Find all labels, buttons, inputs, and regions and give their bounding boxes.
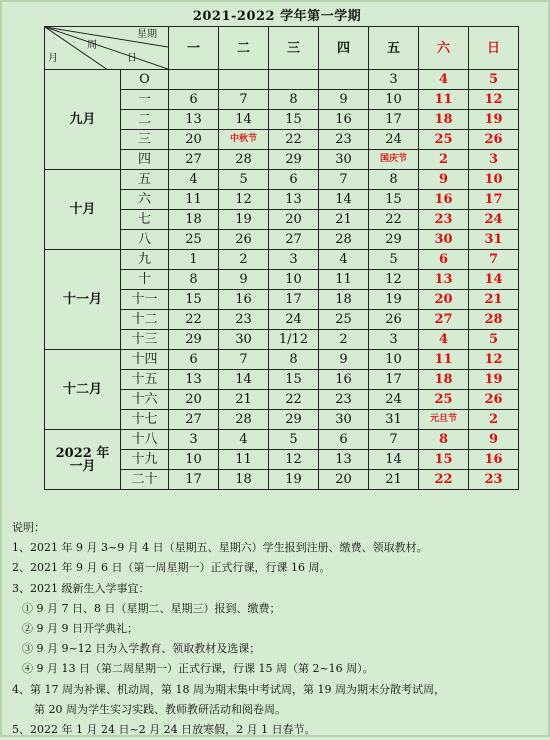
- day-cell: 14: [319, 190, 369, 210]
- weekend-day-cell: 8: [419, 430, 469, 450]
- day-cell: 25: [319, 310, 369, 330]
- week-number: 六: [121, 190, 169, 210]
- weekend-day-cell: 5: [469, 70, 519, 90]
- day-cell: 22: [269, 130, 319, 150]
- month-label: [45, 430, 121, 490]
- day-cell: 11: [169, 190, 219, 210]
- day-cell: 15: [169, 290, 219, 310]
- day-cell: 27: [169, 410, 219, 430]
- note-1: 1、2021 年 9 月 3~9 月 4 日（星期五、星期六）学生报到注册、缴费、领取教材。: [12, 541, 428, 555]
- day-cell: 18: [319, 290, 369, 310]
- day-cell: 6: [269, 170, 319, 190]
- day-cell: 14: [369, 450, 419, 470]
- day-cell: 8: [269, 90, 319, 110]
- day-cell: 27: [269, 230, 319, 250]
- day-cell: 10: [169, 450, 219, 470]
- week-number: 十四: [121, 350, 169, 370]
- day-header: 四: [319, 27, 369, 70]
- day-cell: 7: [319, 170, 369, 190]
- week-number: 十五: [121, 370, 169, 390]
- day-cell: 12: [369, 270, 419, 290]
- weekend-day-cell: 16: [419, 190, 469, 210]
- day-cell: 12: [219, 190, 269, 210]
- holiday-cell: 元旦节: [419, 410, 469, 430]
- day-cell: 24: [269, 310, 319, 330]
- day-cell: 1/12: [269, 330, 319, 350]
- day-cell: 6: [319, 430, 369, 450]
- week-number: 十九: [121, 450, 169, 470]
- day-cell: [169, 70, 219, 90]
- day-cell: 28: [319, 230, 369, 250]
- notes-section: [12, 518, 542, 740]
- weekend-day-cell: 10: [469, 170, 519, 190]
- week-number: 十二: [121, 310, 169, 330]
- day-cell: 13: [269, 190, 319, 210]
- weekend-day-cell: 23: [469, 470, 519, 490]
- day-cell: 17: [269, 290, 319, 310]
- note-3a: ① 9 月 7 日、8 日（星期二、星期三）报到、缴费；: [22, 601, 281, 615]
- day-cell: 1: [169, 250, 219, 270]
- day-cell: 3: [269, 250, 319, 270]
- day-cell: 30: [319, 150, 369, 170]
- day-cell: 23: [219, 310, 269, 330]
- week-number: 一: [121, 90, 169, 110]
- day-cell: 8: [169, 270, 219, 290]
- day-cell: 24: [369, 130, 419, 150]
- corner-header: [45, 27, 169, 70]
- weekend-day-cell: 11: [419, 350, 469, 370]
- day-cell: 14: [219, 370, 269, 390]
- day-cell: 21: [219, 390, 269, 410]
- day-cell: 5: [269, 430, 319, 450]
- corner-zhou-label: 周: [87, 40, 97, 51]
- month-label: 十月: [45, 170, 121, 250]
- day-cell: 11: [219, 450, 269, 470]
- week-number: 三: [121, 130, 169, 150]
- weekend-day-cell: 19: [469, 110, 519, 130]
- day-cell: 27: [169, 150, 219, 170]
- weekend-day-cell: 26: [469, 390, 519, 410]
- weekend-day-cell: 6: [419, 250, 469, 270]
- day-cell: [219, 70, 269, 90]
- weekend-day-cell: 21: [469, 290, 519, 310]
- day-cell: 16: [219, 290, 269, 310]
- corner-week-label: 星期: [137, 29, 157, 40]
- day-cell: 2: [319, 330, 369, 350]
- week-number: 十三: [121, 330, 169, 350]
- day-cell: 18: [169, 210, 219, 230]
- calendar-table: [44, 26, 519, 490]
- day-cell: 23: [319, 130, 369, 150]
- day-cell: 16: [319, 110, 369, 130]
- week-number: 十一: [121, 290, 169, 310]
- weekend-day-cell: 25: [419, 390, 469, 410]
- day-cell: 26: [369, 310, 419, 330]
- day-cell: 3: [369, 70, 419, 90]
- day-header-weekend: 六: [419, 27, 469, 70]
- day-cell: 7: [219, 90, 269, 110]
- day-cell: 11: [319, 270, 369, 290]
- note-3b: ② 9 月 9 日开学典礼；: [22, 622, 138, 636]
- note-4b: 第 20 周为学生实习实践、教师教研活动和阅卷周。: [34, 702, 286, 716]
- day-cell: 6: [169, 350, 219, 370]
- weekend-day-cell: 9: [419, 170, 469, 190]
- day-cell: 26: [219, 230, 269, 250]
- day-cell: 20: [169, 390, 219, 410]
- day-cell: 15: [269, 110, 319, 130]
- day-cell: 28: [219, 150, 269, 170]
- week-number: 十七: [121, 410, 169, 430]
- note-5: 5、2022 年 1 月 24 日~2 月 24 日放寒假，2 月 1 日春节。: [12, 723, 316, 737]
- day-cell: 8: [269, 350, 319, 370]
- day-cell: 19: [269, 470, 319, 490]
- weekend-day-cell: 4: [419, 70, 469, 90]
- weekend-day-cell: 23: [419, 210, 469, 230]
- day-cell: 9: [219, 270, 269, 290]
- day-cell: 25: [169, 230, 219, 250]
- week-row: [45, 170, 519, 190]
- day-cell: 6: [169, 90, 219, 110]
- holiday-cell: 中秋节: [219, 130, 269, 150]
- day-cell: 19: [219, 210, 269, 230]
- day-cell: 20: [319, 470, 369, 490]
- day-cell: 2: [219, 250, 269, 270]
- week-number: 五: [121, 170, 169, 190]
- day-header: 二: [219, 27, 269, 70]
- day-cell: 9: [319, 90, 369, 110]
- note-2: 2、2021 年 9 月 6 日（第一周星期一）正式行课，行课 16 周。: [12, 561, 331, 575]
- day-cell: 16: [319, 370, 369, 390]
- day-cell: 28: [219, 410, 269, 430]
- day-cell: 31: [369, 410, 419, 430]
- week-row: [45, 70, 519, 90]
- weekend-day-cell: 2: [419, 150, 469, 170]
- weekend-day-cell: 12: [469, 350, 519, 370]
- day-cell: 19: [369, 290, 419, 310]
- weekend-day-cell: 22: [419, 470, 469, 490]
- day-cell: 29: [169, 330, 219, 350]
- day-cell: 13: [319, 450, 369, 470]
- weekend-day-cell: 31: [469, 230, 519, 250]
- weekend-day-cell: 25: [419, 130, 469, 150]
- week-row: [45, 430, 519, 450]
- day-cell: 24: [369, 390, 419, 410]
- day-cell: 4: [319, 250, 369, 270]
- month-label-line: 一月: [69, 458, 96, 474]
- weekend-day-cell: 17: [469, 190, 519, 210]
- day-cell: 18: [219, 470, 269, 490]
- weekend-day-cell: 28: [469, 310, 519, 330]
- day-cell: [319, 70, 369, 90]
- day-cell: 17: [169, 470, 219, 490]
- week-number: O: [121, 70, 169, 90]
- weekend-day-cell: 3: [469, 150, 519, 170]
- weekend-day-cell: 5: [469, 330, 519, 350]
- day-cell: 29: [369, 230, 419, 250]
- day-cell: 21: [369, 470, 419, 490]
- week-row: [45, 350, 519, 370]
- day-cell: 8: [369, 170, 419, 190]
- day-cell: 4: [219, 430, 269, 450]
- week-row: [45, 250, 519, 270]
- day-header-weekend: 日: [469, 27, 519, 70]
- day-cell: 4: [169, 170, 219, 190]
- header-row: [45, 27, 519, 70]
- day-cell: 30: [219, 330, 269, 350]
- weekend-day-cell: 27: [419, 310, 469, 330]
- weekend-day-cell: 18: [419, 110, 469, 130]
- day-cell: 10: [369, 350, 419, 370]
- day-cell: 22: [169, 310, 219, 330]
- page-title: 2021-2022 学年第一学期: [192, 9, 362, 24]
- note-4a: 4、第 17 周为补课、机动周，第 18 周为期末集中考试周，第 19 周为期末分散考试周，: [12, 682, 445, 696]
- week-number: 四: [121, 150, 169, 170]
- week-number: 九: [121, 250, 169, 270]
- day-cell: 23: [319, 390, 369, 410]
- corner-ri-label: 日: [127, 53, 137, 64]
- weekend-day-cell: 24: [469, 210, 519, 230]
- month-label: 十二月: [45, 350, 121, 430]
- note-3d: ④ 9 月 13 日（第二周星期一）正式行课，行课 15 周（第 2~16 周）。: [22, 662, 374, 676]
- note-3c: ③ 9 月 9~12 日为入学教育、领取教材及选课；: [22, 642, 261, 656]
- day-cell: 5: [219, 170, 269, 190]
- weekend-day-cell: 2: [469, 410, 519, 430]
- day-cell: 17: [369, 110, 419, 130]
- weekend-day-cell: 12: [469, 90, 519, 110]
- day-cell: 13: [169, 370, 219, 390]
- weekend-day-cell: 11: [419, 90, 469, 110]
- day-header: 五: [369, 27, 419, 70]
- corner-month-label: 月: [48, 53, 58, 64]
- day-cell: 5: [369, 250, 419, 270]
- day-cell: [269, 70, 319, 90]
- weekend-day-cell: 30: [419, 230, 469, 250]
- day-cell: 22: [369, 210, 419, 230]
- week-number: 七: [121, 210, 169, 230]
- day-cell: 13: [169, 110, 219, 130]
- weekend-day-cell: 7: [469, 250, 519, 270]
- day-cell: 17: [369, 370, 419, 390]
- day-cell: 29: [269, 410, 319, 430]
- week-number: 八: [121, 230, 169, 250]
- day-cell: 3: [369, 330, 419, 350]
- day-cell: 12: [269, 450, 319, 470]
- day-cell: 9: [319, 350, 369, 370]
- calendar-body: [45, 70, 519, 490]
- weekend-day-cell: 9: [469, 430, 519, 450]
- weekend-day-cell: 18: [419, 370, 469, 390]
- day-cell: 14: [219, 110, 269, 130]
- day-cell: 15: [369, 190, 419, 210]
- weekend-day-cell: 20: [419, 290, 469, 310]
- day-cell: 3: [169, 430, 219, 450]
- week-number: 二: [121, 110, 169, 130]
- weekend-day-cell: 19: [469, 370, 519, 390]
- note-3: 3、2021 级新生入学事宜：: [12, 581, 150, 595]
- weekend-day-cell: 15: [419, 450, 469, 470]
- notes-heading: 说明：: [12, 521, 45, 534]
- day-cell: 10: [269, 270, 319, 290]
- day-cell: 7: [369, 430, 419, 450]
- weekend-day-cell: 16: [469, 450, 519, 470]
- weekend-day-cell: 26: [469, 130, 519, 150]
- month-label-line: 2022 年: [55, 445, 110, 461]
- day-cell: 10: [369, 90, 419, 110]
- day-cell: 7: [219, 350, 269, 370]
- day-header: 一: [169, 27, 219, 70]
- day-cell: 22: [269, 390, 319, 410]
- day-cell: 15: [269, 370, 319, 390]
- week-number: 二十: [121, 470, 169, 490]
- week-number: 十六: [121, 390, 169, 410]
- day-cell: 21: [319, 210, 369, 230]
- day-cell: 20: [169, 130, 219, 150]
- day-cell: 29: [269, 150, 319, 170]
- week-number: 十八: [121, 430, 169, 450]
- day-header: 三: [269, 27, 319, 70]
- holiday-cell: 国庆节: [369, 150, 419, 170]
- week-number: 十: [121, 270, 169, 290]
- month-label: 九月: [45, 70, 121, 170]
- day-cell: 20: [269, 210, 319, 230]
- month-label: 十一月: [45, 250, 121, 350]
- weekend-day-cell: 14: [469, 270, 519, 290]
- day-cell: 30: [319, 410, 369, 430]
- weekend-day-cell: 4: [419, 330, 469, 350]
- weekend-day-cell: 13: [419, 270, 469, 290]
